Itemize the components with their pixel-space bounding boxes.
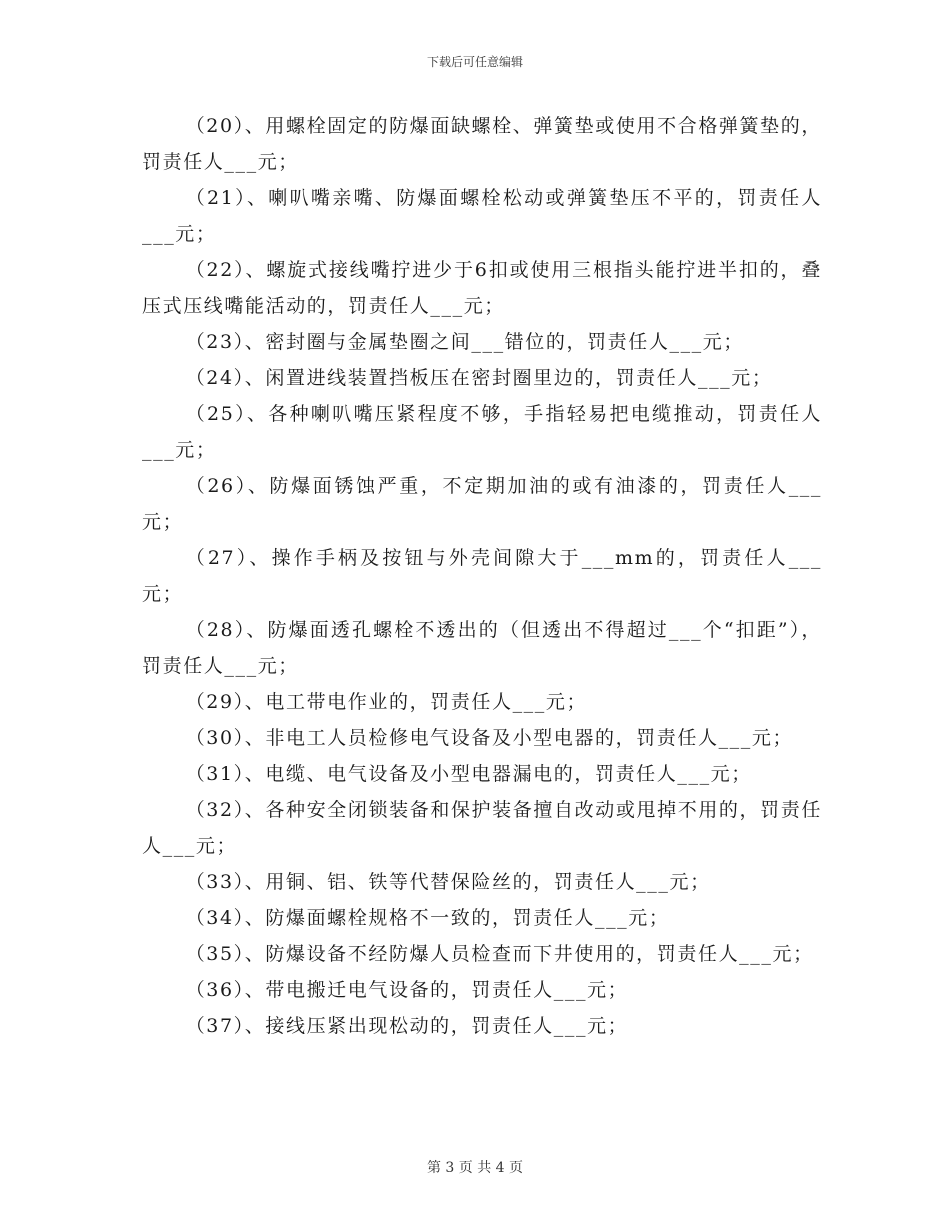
page-header: 下载后可任意编辑 xyxy=(426,55,523,69)
clause-26: （26）、防爆面锈蚀严重，不定期加油的或有油漆的，罚责任人___元； xyxy=(142,475,822,533)
clause-21: （21）、喇叭嘴亲嘴、防爆面螺栓松动或弹簧垫压不平的，罚责任人___元； xyxy=(142,187,822,245)
clause-24: （24）、闲置进线装置挡板压在密封圈里边的，罚责任人___元； xyxy=(185,367,773,389)
clause-23: （23）、密封圈与金属垫圈之间___错位的，罚责任人___元； xyxy=(185,331,744,353)
clause-27: （27）、操作手柄及按钮与外壳间隙大于___mm的，罚责任人___元； xyxy=(142,547,822,605)
clause-33: （33）、用铜、铝、铁等代替保险丝的，罚责任人___元； xyxy=(185,871,711,893)
clause-22: （22）、螺旋式接线嘴拧进少于6扣或使用三根指头能拧进半扣的，叠压式压线嘴能活动的，罚责任人___元； xyxy=(142,259,822,317)
clause-35: （35）、防爆设备不经防爆人员检查而下井使用的，罚责任人___元； xyxy=(185,943,814,965)
clause-31: （31）、电缆、电气设备及小型电器漏电的，罚责任人___元； xyxy=(185,763,752,785)
clause-20: （20）、用螺栓固定的防爆面缺螺栓、弹簧垫或使用不合格弹簧垫的，罚责任人___元； xyxy=(142,115,822,173)
clause-25: （25）、各种喇叭嘴压紧程度不够，手指轻易把电缆推动，罚责任人___元； xyxy=(142,403,822,461)
clause-29: （29）、电工带电作业的，罚责任人___元； xyxy=(185,691,588,713)
clause-36: （36）、带电搬迁电气设备的，罚责任人___元； xyxy=(185,979,629,1001)
document-body xyxy=(142,108,822,1044)
clause-28: （28）、防爆面透孔螺栓不透出的（但透出不得超过___个“扣距”），罚责任人___元； xyxy=(142,619,822,677)
clause-34: （34）、防爆面螺栓规格不一致的，罚责任人___元； xyxy=(185,907,670,929)
clause-32: （32）、各种安全闭锁装备和保护装备擅自改动或甩掉不用的，罚责任人___元； xyxy=(142,799,822,857)
page-footer: 第 3 页 共 4 页 xyxy=(426,1160,524,1176)
clause-37: （37）、接线压紧出现松动的，罚责任人___元； xyxy=(185,1015,629,1037)
clause-30: （30）、非电工人员检修电气设备及小型电器的，罚责任人___元； xyxy=(185,727,794,749)
